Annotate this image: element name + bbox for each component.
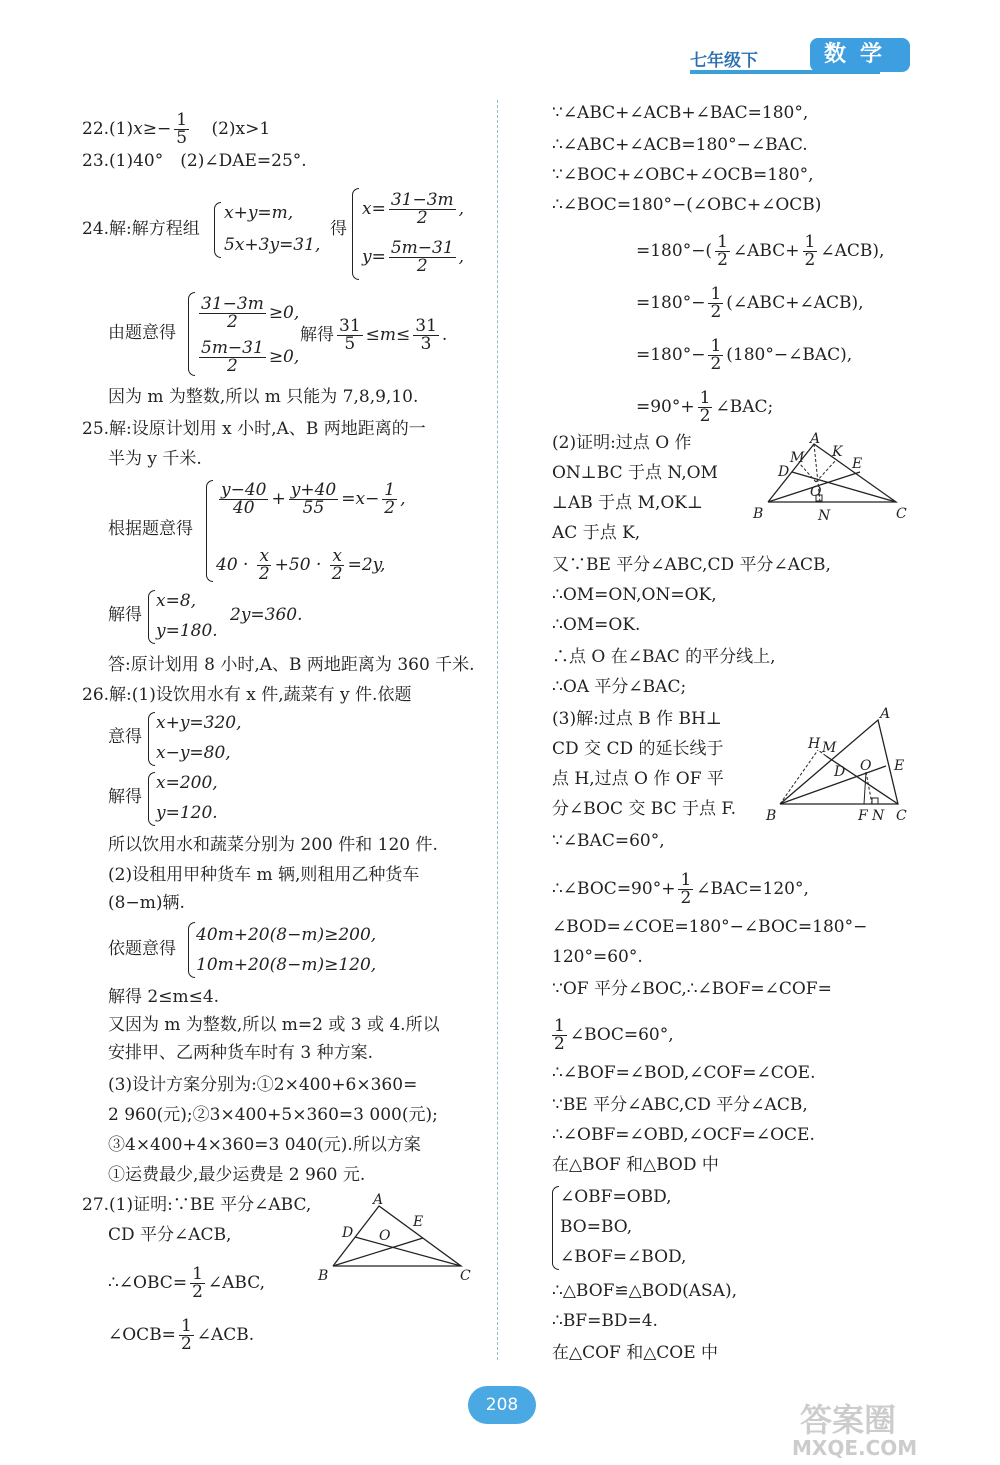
label-A: A <box>373 1192 384 1208</box>
eq-line: 2y=360. <box>230 605 303 625</box>
label-B: B <box>753 506 764 522</box>
brace <box>552 1186 559 1270</box>
watermark-site: MXQE.COM <box>792 1436 918 1460</box>
eq-line: y=120. <box>156 803 218 823</box>
text-line: 在△COF 和△COE 中 <box>552 1343 719 1363</box>
text-line: ∵BE 平分∠ABC,CD 平分∠ACB, <box>552 1095 808 1115</box>
text-line: 安排甲、乙两种货车时有 3 种方案. <box>108 1043 374 1063</box>
label-B: B <box>318 1268 329 1284</box>
text-line: ∵∠BAC=60°, <box>552 831 665 851</box>
brace <box>148 590 155 644</box>
text-line: AC 于点 K, <box>552 523 641 543</box>
eq-line: BO=BO, <box>560 1217 633 1237</box>
text-line: 根据题意得 <box>108 519 193 539</box>
eq-line: x+y=320, <box>156 713 242 733</box>
text-condition: 由题意得 <box>108 323 176 343</box>
text-line: (8−m)辆. <box>108 893 185 913</box>
text-line: 解得 <box>108 605 142 625</box>
eq-line: =180°− $\frac{1}{2}$ (∠ABC+∠ACB), <box>636 284 864 322</box>
text-line: ∴△BOF≌△BOD(ASA), <box>552 1281 737 1301</box>
ineq-line: $\frac{31-3m}{2}$ ≥0, <box>201 294 300 332</box>
eq-line: $\frac{1}{2}$ ∠BOC=60°, <box>554 1016 674 1054</box>
text-line: 27.(1)证明:∵BE 平分∠ABC, <box>82 1195 312 1215</box>
eq-line: ∠OCB= $\frac{1}{2}$ ∠ACB. <box>108 1316 255 1354</box>
text-line: ON⊥BC 于点 N,OM <box>552 463 718 483</box>
text-line: 解得 <box>108 787 142 807</box>
eq-line: 5x+3y=31, <box>224 235 321 255</box>
eq-line: $\frac{y-40}{40}$ + $\frac{y+40}{55}$ =x− $\frac{1}{2}$ , <box>221 480 406 518</box>
eq-line: x−y=80, <box>156 743 231 763</box>
triangle-figure-part2 <box>750 432 915 528</box>
text-line: (3)设计方案分别为:①2×400+6×360= <box>108 1075 418 1095</box>
label-N: N <box>872 808 885 824</box>
label-F: F <box>858 808 868 824</box>
answer-23: 23.(1)40° (2)∠DAE=25°. <box>82 151 307 171</box>
eq-line: 40m+20(8−m)≥200, <box>196 925 377 945</box>
text-line: ∴点 O 在∠BAC 的平分线上, <box>552 647 776 667</box>
header-subject: 数学 <box>810 38 910 72</box>
solution-x: x= $\frac{31-3m}{2}$ , <box>362 190 465 228</box>
text-line: 在△BOF 和△BOD 中 <box>552 1155 719 1175</box>
label-K: K <box>832 444 843 460</box>
text-line: 26.解:(1)设饮用水有 x 件,蔬菜有 y 件.依题 <box>82 685 412 705</box>
text-line: CD 交 CD 的延长线于 <box>552 739 724 759</box>
text-line: 所以饮用水和蔬菜分别为 200 件和 120 件. <box>108 835 438 855</box>
watermark-logo: 答案圈 <box>800 1401 897 1439</box>
eq-line: ∠OBF=OBD, <box>560 1187 672 1207</box>
label-E: E <box>852 456 863 472</box>
label-C: C <box>896 808 907 824</box>
answer-24-intro: 24.解:解方程组 <box>82 219 200 239</box>
text-line: ∠BOD=∠COE=180°−∠BOC=180°− <box>552 917 868 937</box>
label-E: E <box>413 1214 424 1230</box>
triangle-figure-part3 <box>762 706 917 828</box>
text-line: ∵OF 平分∠BOC,∴∠BOF=∠COF= <box>552 979 832 999</box>
text-line: ∴∠BOC=180°−(∠OBC+∠OCB) <box>552 195 822 215</box>
text-line: ∴OM=OK. <box>552 615 641 635</box>
text-line: 半为 y 千米. <box>108 449 202 469</box>
brace <box>352 188 359 280</box>
label-E: E <box>894 758 905 774</box>
text-line: 又因为 m 为整数,所以 m=2 或 3 或 4.所以 <box>108 1015 440 1035</box>
label-D: D <box>778 464 790 480</box>
label-M: M <box>790 450 805 466</box>
text-line: ①运费最少,最少运费是 2 960 元. <box>108 1165 366 1185</box>
label-O: O <box>810 484 822 500</box>
text-line: 依题意得 <box>108 939 176 959</box>
text-line: ∴∠ABC+∠ACB=180°−∠BAC. <box>552 135 808 155</box>
eq-line: x=8, <box>156 591 197 611</box>
label-O: O <box>379 1228 391 1244</box>
text-line: 答:原计划用 8 小时,A、B 两地距离为 360 千米. <box>108 655 475 675</box>
eq-line: 10m+20(8−m)≥120, <box>196 955 377 975</box>
text-line: ∴∠OBF=∠OBD,∠OCF=∠OCE. <box>552 1125 815 1145</box>
eq-line: y=180. <box>156 621 218 641</box>
column-divider <box>497 100 498 1360</box>
text-line: ∴OA 平分∠BAC; <box>552 677 687 697</box>
text-line: 因为 m 为整数,所以 m 只能为 7,8,9,10. <box>108 387 419 407</box>
text-line: (2)设租用甲种货车 m 辆,则租用乙种货车 <box>108 865 420 885</box>
text-line: 点 H,过点 O 作 OF 平 <box>552 769 724 789</box>
text-line: (2)证明:过点 O 作 <box>552 433 692 453</box>
text-line: 分∠BOC 交 BC 于点 F. <box>552 799 736 819</box>
text-line: 120°=60°. <box>552 947 643 967</box>
text-line: ∴∠BOF=∠BOD,∠COF=∠COE. <box>552 1063 816 1083</box>
eq-line: x=200, <box>156 773 218 793</box>
text-line: CD 平分∠ACB, <box>108 1225 232 1245</box>
text-line: ⊥AB 于点 M,OK⊥ <box>552 493 703 513</box>
eq-line: =180°− $\frac{1}{2}$ (180°−∠BAC), <box>636 336 853 374</box>
brace <box>206 480 213 582</box>
ineq-line: $\frac{5m-31}{2}$ ≥0, <box>201 338 300 376</box>
text-line: ∵∠BOC+∠OBC+∠OCB=180°, <box>552 165 814 185</box>
label-C: C <box>896 506 907 522</box>
label-A: A <box>810 432 821 447</box>
label-N: N <box>818 508 831 524</box>
label-O: O <box>860 758 872 774</box>
text-line: 意得 <box>108 727 142 747</box>
eq-line: ∴∠OBC= $\frac{1}{2}$ ∠ABC, <box>108 1264 266 1302</box>
text-line: ∴BF=BD=4. <box>552 1311 658 1331</box>
header-grade: 七年级下 <box>690 51 758 71</box>
text-line: (3)解:过点 B 作 BH⊥ <box>552 709 722 729</box>
text-line: ∵∠ABC+∠ACB+∠BAC=180°, <box>552 103 809 123</box>
answer-22: 22.(1)x≥− $\frac{1}{5}$ (2)x>1 <box>82 110 271 148</box>
label-D: D <box>342 1225 354 1241</box>
text-line: 25.解:设原计划用 x 小时,A、B 两地距离的一 <box>82 419 426 439</box>
text-line: ③4×400+4×360=3 040(元).所以方案 <box>108 1135 421 1155</box>
eq-line: ∴∠BOC=90°+ $\frac{1}{2}$ ∠BAC=120°, <box>552 870 809 908</box>
text-de: 得 <box>330 219 347 239</box>
eq-line: 40 · $\frac{x}{2}$ +50 · $\frac{x}{2}$ =2y, <box>216 546 386 584</box>
brace <box>214 202 221 258</box>
label-C: C <box>460 1268 471 1284</box>
text-line: 2 960(元);②3×400+5×360=3 000(元); <box>108 1105 438 1125</box>
text-line: 又∵BE 平分∠ABC,CD 平分∠ACB, <box>552 555 831 575</box>
page-header <box>690 22 990 82</box>
label-A: A <box>880 706 891 722</box>
eq-line: ∠BOF=∠BOD, <box>560 1247 687 1267</box>
label-M: M <box>822 740 837 756</box>
page-number: 208 <box>468 1386 536 1424</box>
brace <box>188 922 195 978</box>
text-line: 解得 2≤m≤4. <box>108 987 220 1007</box>
ineq-result: 解得 $\frac{31}{5}$ ≤m≤ $\frac{31}{3}$ . <box>300 316 448 354</box>
triangle-figure-27 <box>315 1192 480 1287</box>
label-D: D <box>834 764 846 780</box>
solution-y: y= $\frac{5m-31}{2}$ , <box>362 238 465 276</box>
eq-line: =90°+ $\frac{1}{2}$ ∠BAC; <box>636 388 774 426</box>
brace <box>148 772 155 826</box>
brace <box>148 712 155 766</box>
label-B: B <box>766 808 777 824</box>
brace <box>188 292 195 376</box>
text-line: ∴OM=ON,ON=OK, <box>552 585 717 605</box>
label-H: H <box>808 736 821 752</box>
eq-line: =180°−( $\frac{1}{2}$ ∠ABC+ $\frac{1}{2}$ ∠ACB), <box>636 232 885 270</box>
eq-line: x+y=m, <box>224 203 294 223</box>
